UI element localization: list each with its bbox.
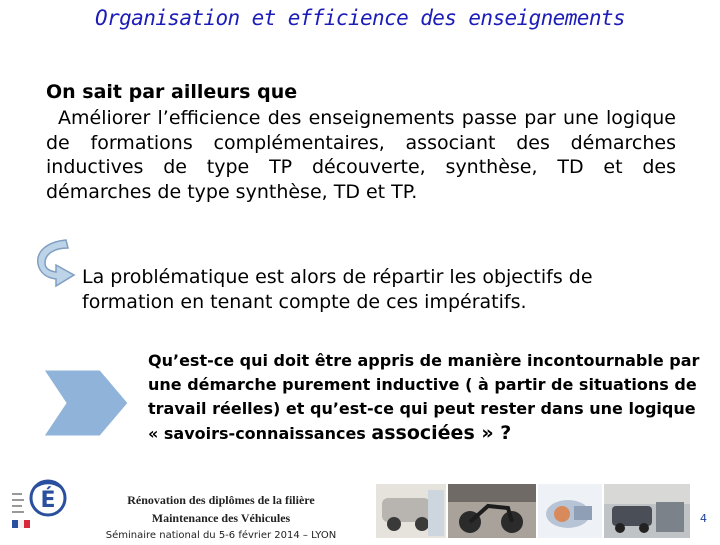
curved-arrow-icon [32, 238, 78, 288]
slide-title: Organisation et efficience des enseignements [95, 6, 625, 30]
footer-text-block [96, 491, 346, 545]
svg-text:É: É [40, 488, 56, 513]
garage-photo [604, 484, 690, 538]
intro-paragraph-text: Améliorer l’efficience des enseignements passe par une logique de formations complémentaires, associant des démarches inductives de type TP découverte, synthèse, TD et des démarches de type synthèse, TD et TP. [46, 107, 676, 203]
footer-line-2: Maintenance des Véhicules [151, 511, 291, 525]
vehicle-workshop-photo [376, 484, 446, 538]
question-tail-text: associées » ? [371, 422, 512, 444]
footer-line-1: Rénovation des diplômes de la filière [127, 493, 315, 507]
engine-cad-photo [538, 484, 602, 538]
problem-paragraph: La problématique est alors de répartir les objectifs de formation en tenant compte de ces impératifs. [82, 266, 593, 313]
ministry-logo [8, 476, 70, 534]
chevron-arrow-icon [42, 368, 130, 438]
footer-line-3: Séminaire national du 5-6 février 2014 – LYON [105, 530, 337, 541]
motorcycle-photo [448, 484, 536, 538]
page-number: 4 [700, 512, 707, 525]
intro-heading: On sait par ailleurs que [46, 81, 298, 103]
question-paragraph [148, 349, 708, 446]
question-main-text: Qu’est-ce qui doit être appris de manière incontournable par une démarche purement inductive ( à partir de situations de travail réelles) et qu’est-ce qui peut rester dans une logique « savoirs-connaissances [148, 351, 700, 443]
intro-paragraph [46, 106, 676, 204]
